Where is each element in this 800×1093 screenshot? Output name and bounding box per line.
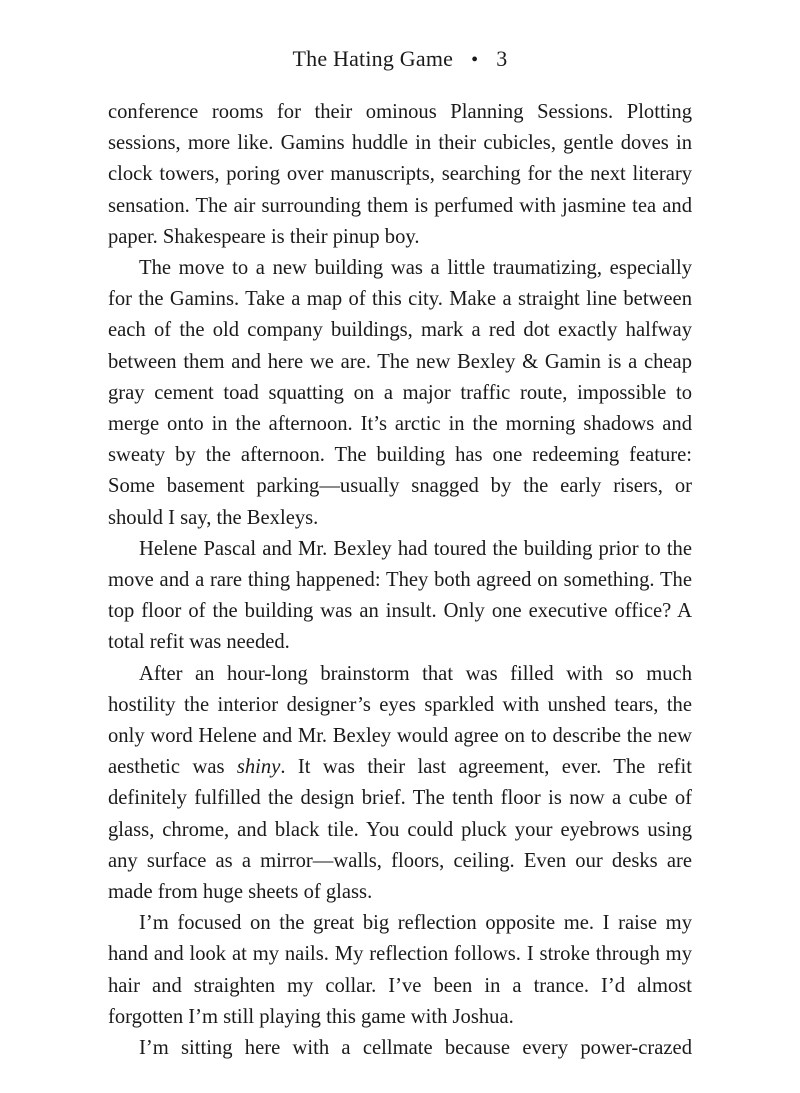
italic-word: shiny [236, 756, 281, 779]
book-title: The Hating Game [292, 46, 454, 71]
paragraph: I’m focused on the great big reflection opposite me. I raise my hand and look at my nails. My reflection follows. I stroke through my hair and straighten my collar. I’ve been in a trance. I’d almost forgotten I’m still playing this game with Joshua. [108, 912, 692, 1028]
header-separator: • [471, 49, 479, 71]
book-page [108, 44, 692, 1064]
paragraph-with-italic [108, 659, 692, 909]
paragraph: I’m sitting here with a cellmate because every power-crazed [139, 1037, 692, 1060]
running-head [108, 44, 692, 75]
paragraph-text-before: After an hour-long brainstorm that was filled with so much hostility the interior designer’s eyes sparkled with unshed tears, the only word Helene and Mr. Bexley would agree on to describe the new aesthetic was [108, 662, 692, 779]
paragraph: The move to a new building was a little traumatizing, especially for the Gamins. Take a map of this city. Make a straight line between each of the old company buildings, mark a red dot exactly halfway between them and here we are. The new Bexley & Gamin is a cheap gray cement toad squatting on a major traffic route, impossible to merge onto in the afternoon. It’s arctic in the morning shadows and sweaty by the afternoon. The building has one redeeming feature: Some basement parking—usually snagged by the early risers, or should I say, the Bexleys. [108, 257, 692, 529]
paragraph: Helene Pascal and Mr. Bexley had toured the building prior to the move and a rare thing happened: They both agreed on something. The top floor of the building was an insult. Only one executive office? A total refit was needed. [108, 537, 692, 654]
paragraph-text-after: . It was their last agreement, ever. The refit definitely fulfilled the design brief. The tenth floor is now a cube of glass, chrome, and black tile. You could pluck your eyebrows using any surface as a mirror—walls, floors, ceiling. Even our desks are made from huge sheets of glass. [108, 756, 692, 904]
body-text [108, 97, 692, 1064]
paragraph: conference rooms for their ominous Planning Sessions. Plotting sessions, more like. Gamins huddle in their cubicles, gentle doves in clock towers, poring over manuscripts, searching for the next literary sensation. The air surrounding them is perfumed with jasmine tea and paper. Shakespeare is their pinup boy. [108, 101, 692, 248]
page-number: 3 [496, 46, 508, 71]
